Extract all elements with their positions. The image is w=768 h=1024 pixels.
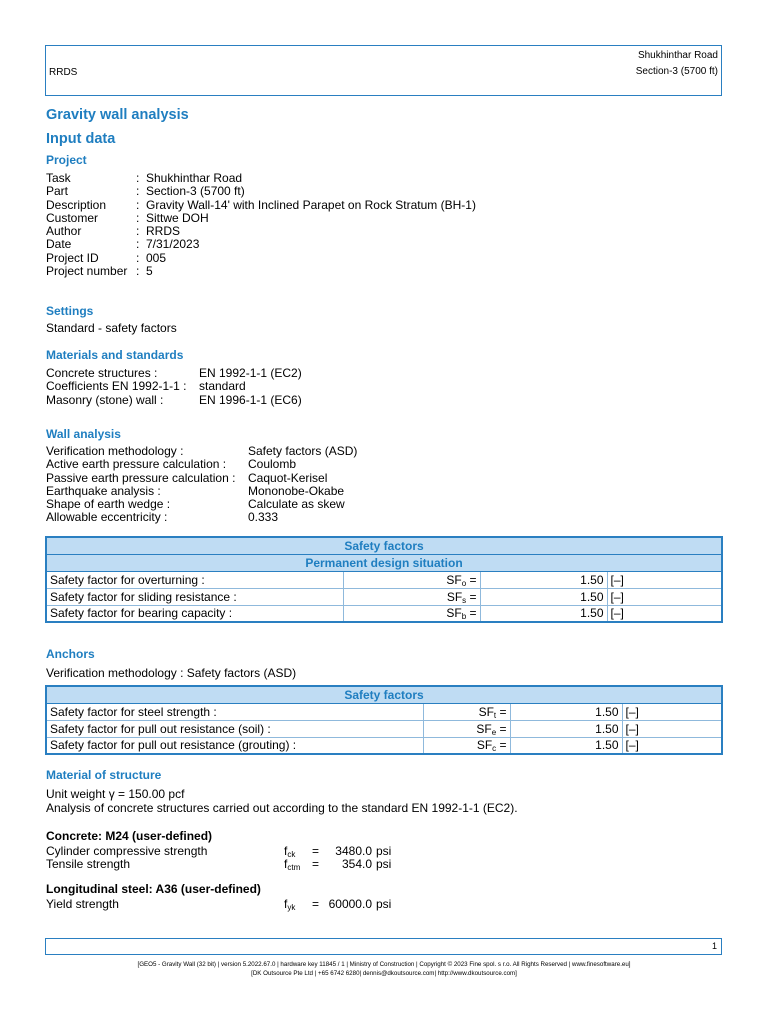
section-material-structure: Material of structure [46,768,162,782]
materials-row [46,394,302,407]
sf-unit: [–] [622,720,722,737]
concrete-name: Tensile strength [46,857,131,872]
section-project: Project [46,153,87,167]
sf-subscript: t [493,710,497,720]
steel-title: Longitudinal steel: A36 (user-defined) [46,882,261,896]
sf-symbol: $SF_c$ = [423,737,510,754]
sf-subscript: o [461,578,467,588]
project-value: RRDS [146,224,181,239]
safety-factors-title: Safety factors [46,537,722,554]
concrete-equals: = [312,857,320,872]
project-value: 5 [146,264,153,279]
anchors-methodology: Verification methodology : Safety factors (ASD) [46,666,297,680]
sf-value: 1.50 [510,703,622,720]
steel-equals: = [312,897,320,911]
safety-factor-row [46,703,722,720]
sf-label: Safety factor for overturning : [46,571,343,588]
separator: : [136,197,140,212]
wall-analysis-key: Earthquake analysis : [46,483,161,498]
project-row [46,238,476,251]
section-materials: Materials and standards [46,348,184,362]
concrete-subscript: ck [287,850,296,859]
project-value: 7/31/2023 [146,237,200,252]
page-number: 1 [711,941,717,951]
project-key: Customer [46,210,99,225]
analysis-standard: Analysis of concrete structures carried out according to the standard EN 1992-1-1 (EC2). [46,801,518,815]
project-key: Project ID [46,250,99,265]
concrete-properties [46,845,391,872]
materials-key: Masonry (stone) wall : [46,392,164,407]
concrete-name: Cylinder compressive strength [46,844,208,858]
steel-name: Yield strength [46,897,119,911]
wall-analysis-value: Calculate as skew [248,497,345,512]
sf-unit: [–] [607,605,722,622]
project-row [46,199,476,212]
concrete-subscript: ctm [287,863,301,873]
steel-value: 60000.0 [328,897,372,911]
materials-info [46,367,302,407]
sf-subscript: s [462,595,467,605]
header-part: Section-3 (5700 ft) [635,66,718,77]
section-settings: Settings [46,304,94,318]
sf-value: 1.50 [480,588,607,605]
anchors-table-title: Safety factors [46,686,722,703]
project-value: Sittwe DOH [146,210,209,225]
materials-value: EN 1992-1-1 (EC2) [199,366,302,380]
safety-factor-row [46,720,722,737]
separator: : [136,210,140,225]
project-value: 005 [146,250,167,265]
materials-key: Concrete structures : [46,366,158,380]
project-key: Task [46,171,71,185]
materials-key: Coefficients EN 1992-1-1 : [46,379,187,394]
concrete-value: 354.0 [341,857,372,872]
materials-value: EN 1996-1-1 (EC6) [199,392,302,407]
project-key: Date [46,237,72,252]
sf-symbol: $SF_b$ = [343,605,480,622]
separator: : [136,184,140,199]
project-key: Description [46,197,107,212]
wall-analysis-value: Caquot-Kerisel [248,470,328,485]
concrete-unit: psi [376,844,392,858]
project-row [46,225,476,238]
sf-symbol: $SF_e$ = [423,720,510,737]
header-project [636,48,718,80]
sf-value: 1.50 [480,571,607,588]
sf-unit: [–] [622,703,722,720]
wall-analysis-key: Active earth pressure calculation : [46,457,227,472]
safety-factors-table [45,536,723,623]
steel-row [46,898,391,911]
sf-subscript: b [461,612,467,622]
materials-value: standard [199,379,246,394]
sf-unit: [–] [607,588,722,605]
materials-row [46,380,302,393]
project-row [46,212,476,225]
unit-weight: Unit weight γ = 150.00 pcf [46,787,185,801]
concrete-equals: = [312,844,320,858]
sf-symbol: $SF_o$ = [343,571,480,588]
sf-value: 1.50 [480,605,607,622]
concrete-symbol: $f_{ctm}$ [284,857,301,873]
wall-analysis-row [46,511,357,524]
section-input-data: Input data [46,131,116,147]
concrete-value: 3480.0 [335,844,372,858]
safety-factor-row [46,737,722,754]
page-footer-box [45,938,722,955]
concrete-title: Concrete: M24 (user-defined) [46,829,213,843]
project-value: Shukhinthar Road [146,171,243,185]
wall-analysis-row [46,472,357,485]
wall-analysis-key: Passive earth pressure calculation : [46,470,236,485]
header-author: RRDS [49,67,78,78]
concrete-row [46,858,391,871]
wall-analysis-key: Allowable eccentricity : [46,510,168,525]
wall-analysis-key: Verification methodology : [46,444,184,458]
safety-factor-row [46,588,722,605]
sf-label: Safety factor for steel strength : [46,703,423,720]
wall-analysis-value: Safety factors (ASD) [248,444,358,458]
concrete-unit: psi [376,857,392,872]
project-row [46,265,476,278]
separator: : [136,264,140,279]
section-anchors: Anchors [46,647,95,661]
project-row [46,185,476,198]
safety-factor-row [46,571,722,588]
project-value: Gravity Wall-14' with Inclined Parapet on Rock Stratum (BH-1) [146,197,476,212]
sf-value: 1.50 [510,720,622,737]
footer-credits [45,960,723,978]
steel-subscript: yk [287,903,296,912]
project-key: Part [46,184,69,199]
sf-symbol: $SF_s$ = [343,588,480,605]
section-wall-analysis: Wall analysis [46,427,121,441]
settings-text: Standard - safety factors [46,321,177,335]
project-row [46,252,476,265]
concrete-row [46,845,391,858]
anchors-safety-factors-table [45,685,723,755]
wall-analysis-key: Shape of earth wedge : [46,497,171,512]
wall-analysis-row [46,458,357,471]
steel-properties [46,898,391,911]
wall-analysis-row [46,498,357,511]
sf-subscript: c [492,744,497,754]
separator: : [136,250,140,265]
wall-analysis-value: Coulomb [248,457,297,472]
separator: : [136,171,140,185]
sf-symbol: $SF_t$ = [423,703,510,720]
project-key: Author [46,224,82,239]
design-situation-title: Permanent design situation [46,554,722,571]
sf-label: Safety factor for bearing capacity : [46,605,343,622]
footer-line-1: [GEO5 - Gravity Wall (32 bit) | version 5.2022.67.0 | hardware key 11845 / 1 | Ministry of Construction | Copyright © 2023 Fine spol. s r.o. All Rights Reserved | www.finesoftware.eu] [137,961,631,968]
steel-unit: psi [376,897,392,911]
separator: : [136,237,140,252]
wall-analysis-info [46,445,357,525]
document-title: Gravity wall analysis [46,107,189,123]
wall-analysis-row [46,445,357,458]
project-key: Project number [46,264,128,279]
page-header [45,45,722,96]
sf-unit: [–] [622,737,722,754]
sf-label: Safety factor for pull out resistance (soil) : [46,720,423,737]
wall-analysis-value: Mononobe-Okabe [248,483,345,498]
safety-factor-row [46,605,722,622]
footer-line-2: [DK Outsource Pte Ltd | +65 6742 6280| dennis@dkoutsource.com| http://www.dkoutsource.com] [251,970,517,977]
sf-value: 1.50 [510,737,622,754]
wall-analysis-row [46,485,357,498]
wall-analysis-value: 0.333 [248,510,279,525]
sf-label: Safety factor for pull out resistance (grouting) : [46,737,423,754]
sf-subscript: e [491,727,497,737]
project-value: Section-3 (5700 ft) [146,184,245,199]
materials-row [46,367,302,380]
concrete-symbol: $f_{ck}$ [284,844,296,859]
separator: : [136,224,140,239]
steel-symbol: $f_{yk}$ [284,897,296,912]
header-task: Shukhinthar Road [637,50,718,61]
sf-unit: [–] [607,571,722,588]
project-row [46,172,476,185]
sf-label: Safety factor for sliding resistance : [46,588,343,605]
project-info [46,172,476,278]
